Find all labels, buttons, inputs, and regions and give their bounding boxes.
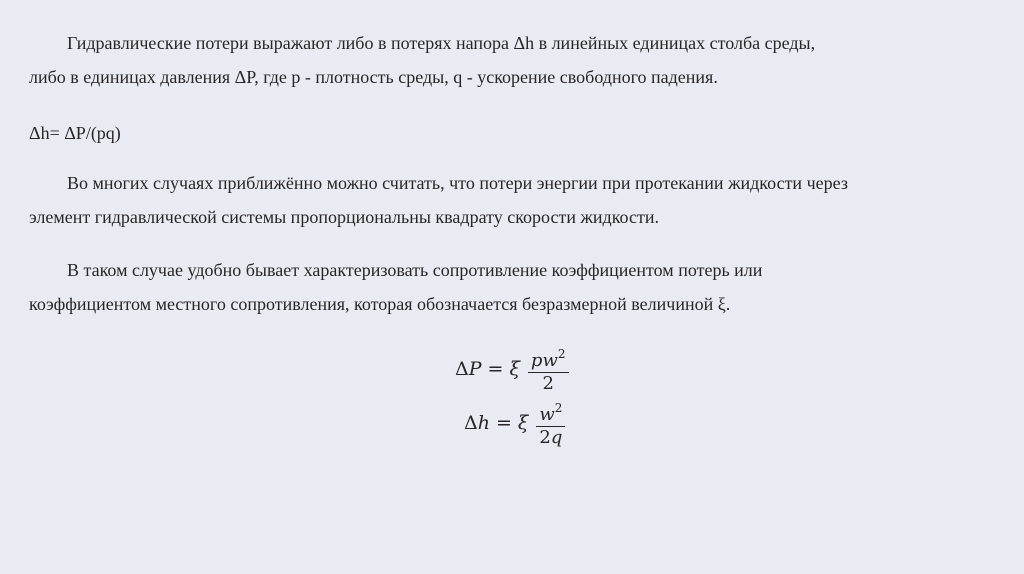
equation2-lhs (464, 412, 490, 434)
denominator-number: 2 (539, 427, 551, 448)
paragraph-loss-coefficient (29, 253, 989, 321)
exponent: 2 (557, 347, 566, 361)
denominator-text: 2 (542, 373, 554, 394)
paragraph2-line1: Во многих случаях приближённо можно считать, что потери энергии при протекании жидкости через (67, 173, 848, 193)
fraction-denominator (539, 373, 556, 395)
exponent: 2 (554, 401, 563, 415)
equation1-lhs (455, 358, 482, 380)
equals-sign: = (495, 412, 512, 434)
fraction-numerator (536, 397, 565, 426)
paragraph1-line2: либо в единицах давления ΔP, где p - плотность среды, q - ускорение свободного падения. (29, 67, 718, 87)
delta-symbol: Δ (464, 412, 478, 434)
equation-pressure-loss (455, 343, 569, 395)
formula-text (29, 116, 989, 150)
numerator-text: w (539, 404, 555, 425)
formula-dh: Δh= ΔP/(pq) (29, 123, 121, 143)
xi-symbol: ξ (517, 412, 529, 434)
fraction-denominator (536, 427, 565, 449)
head-variable: h (477, 412, 490, 434)
pressure-variable: P (468, 358, 482, 380)
paragraph2-line2: элемент гидравлической системы пропорциональны квадрату скорости жидкости. (29, 207, 659, 227)
paragraph3-line2: коэффициентом местного сопротивления, которая обозначается безразмерной величиной ξ. (29, 294, 731, 314)
paragraph1-line1: Гидравлические потери выражают либо в потерях напора Δh в линейных единицах столба среды, (67, 33, 816, 53)
paragraph-energy-losses (29, 166, 989, 234)
equation-head-loss (464, 397, 565, 449)
denominator-variable: q (550, 427, 563, 448)
fraction-numerator (528, 343, 569, 372)
delta-symbol: Δ (455, 358, 469, 380)
paragraph-hydraulic-losses (29, 26, 989, 94)
fraction (528, 343, 569, 395)
equals-sign: = (487, 358, 504, 380)
paragraph3-line1: В таком случае удобно бывает характеризовать сопротивление коэффициентом потерь или (67, 260, 763, 280)
numerator-text: pw (530, 350, 558, 371)
xi-symbol: ξ (509, 358, 520, 380)
fraction (536, 397, 565, 449)
